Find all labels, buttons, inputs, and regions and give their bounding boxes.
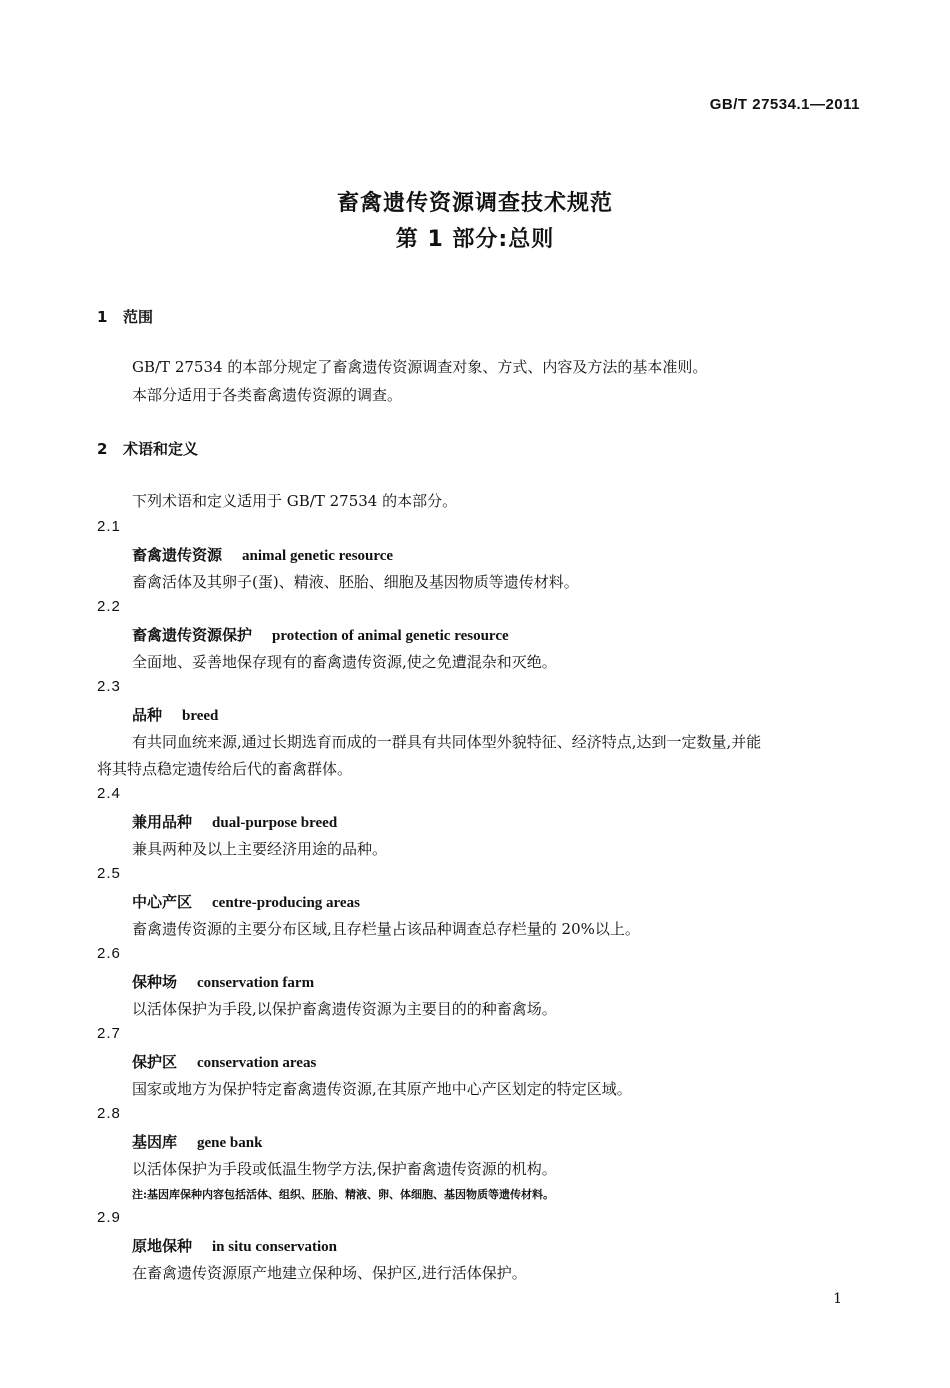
term-definition: 以活体保护为手段,以保护畜禽遗传资源为主要目的的种畜禽场。 — [132, 1000, 557, 1018]
term-entry — [132, 624, 509, 645]
section-heading-scope — [97, 306, 153, 327]
term-chinese: 畜禽遗传资源保护 — [132, 626, 253, 644]
clause-number: 2.8 — [97, 1105, 121, 1122]
term-chinese: 基因库 — [132, 1133, 178, 1151]
term-english: conservation farm — [197, 975, 315, 991]
term-definition: 在畜禽遗传资源原产地建立保种场、保护区,进行活体保护。 — [132, 1264, 527, 1282]
term-definition: 全面地、妥善地保存现有的畜禽遗传资源,使之免遭混杂和灭绝。 — [132, 653, 557, 671]
term-definition-continued: 将其特点稳定遗传给后代的畜禽群体。 — [97, 760, 353, 778]
term-english: conservation areas — [197, 1055, 317, 1071]
clause-number: 2.4 — [97, 785, 121, 802]
clause-number: 2.1 — [97, 518, 121, 535]
term-definition: 国家或地方为保护特定畜禽遗传资源,在其原产地中心产区划定的特定区域。 — [132, 1080, 632, 1098]
term-definition: 以活体保护为手段或低温生物学方法,保护畜禽遗传资源的机构。 — [132, 1160, 557, 1178]
term-note: 注:基因库保种内容包括活体、组织、胚胎、精液、卵、体细胞、基因物质等遗传材料。 — [132, 1188, 555, 1201]
clause-number: 2.6 — [97, 945, 121, 962]
scope-paragraph-1: GB/T 27534 的本部分规定了畜禽遗传资源调查对象、方式、内容及方法的基本准则。 — [132, 358, 708, 376]
term-entry — [132, 891, 360, 912]
clause-number: 2.2 — [97, 598, 121, 615]
term-english: in situ conservation — [212, 1239, 338, 1255]
term-entry — [132, 811, 337, 832]
term-definition: 兼具两种及以上主要经济用途的品种。 — [132, 840, 388, 858]
term-entry — [132, 544, 393, 565]
term-chinese: 原地保种 — [132, 1237, 193, 1255]
section-number: 1 — [97, 308, 108, 326]
term-chinese: 中心产区 — [132, 893, 193, 911]
term-english: dual-purpose breed — [212, 815, 338, 831]
clause-number: 2.5 — [97, 865, 121, 882]
term-english: centre-producing areas — [212, 895, 360, 911]
section-title: 术语和定义 — [123, 440, 199, 458]
term-chinese: 畜禽遗传资源 — [132, 546, 223, 564]
term-entry — [132, 1235, 337, 1256]
standard-number: GB/T 27534.1—2011 — [709, 96, 860, 113]
terms-intro-paragraph: 下列术语和定义适用于 GB/T 27534 的本部分。 — [132, 492, 458, 510]
term-english: gene bank — [197, 1135, 263, 1151]
term-english: protection of animal genetic resource — [272, 628, 509, 644]
term-english: breed — [182, 708, 219, 724]
term-english: animal genetic resource — [242, 548, 394, 564]
term-entry — [132, 1051, 316, 1072]
clause-number: 2.9 — [97, 1209, 121, 1226]
section-title: 范围 — [123, 308, 154, 326]
term-chinese: 品种 — [132, 706, 163, 724]
document-title: 畜禽遗传资源调查技术规范 — [336, 191, 613, 216]
clause-number: 2.7 — [97, 1025, 121, 1042]
term-chinese: 兼用品种 — [132, 813, 193, 831]
term-entry — [132, 971, 314, 992]
section-number: 2 — [97, 440, 108, 458]
page-number: 1 — [833, 1291, 842, 1307]
term-chinese: 保护区 — [132, 1053, 178, 1071]
term-chinese: 保种场 — [132, 973, 178, 991]
scope-paragraph-2: 本部分适用于各类畜禽遗传资源的调查。 — [132, 386, 403, 404]
term-entry — [132, 1131, 262, 1152]
term-definition: 畜禽活体及其卵子(蛋)、精液、胚胎、细胞及基因物质等遗传材料。 — [132, 573, 579, 591]
document-subtitle: 第 1 部分:总则 — [395, 227, 555, 252]
section-heading-terms — [97, 438, 198, 459]
term-definition: 畜禽遗传资源的主要分布区域,且存栏量占该品种调查总存栏量的 20%以上。 — [132, 920, 640, 938]
term-entry — [132, 704, 218, 725]
term-definition: 有共同血统来源,通过长期选育而成的一群具有共同体型外貌特征、经济特点,达到一定数量,并能 — [132, 733, 762, 751]
clause-number: 2.3 — [97, 678, 121, 695]
